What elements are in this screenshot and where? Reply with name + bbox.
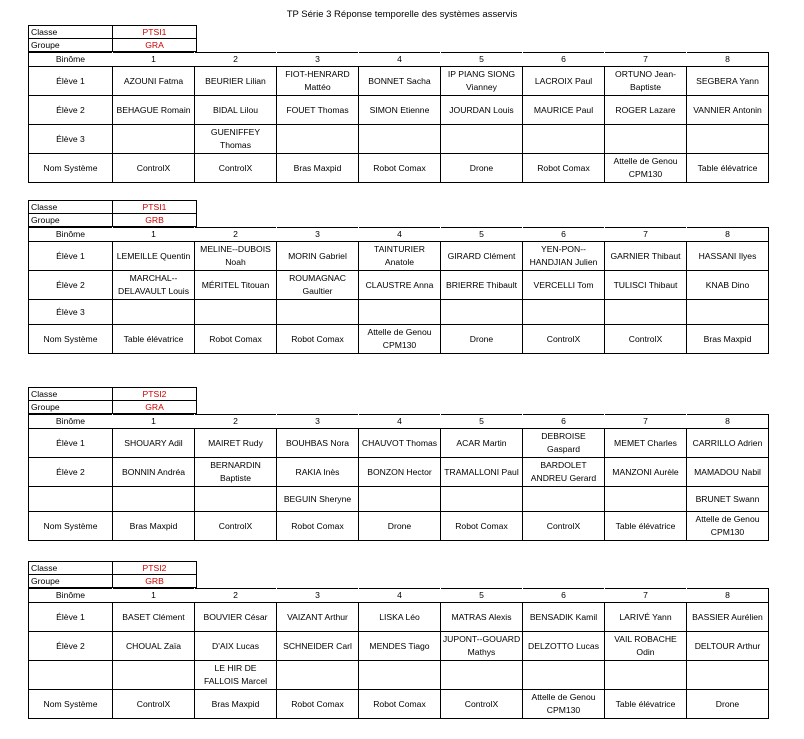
system-cell: ControlX [523,325,605,354]
student-cell: SIMON Etienne [359,96,441,125]
binome-number: 5 [441,415,523,429]
classe-value: PTSI1 [113,26,197,39]
system-cell: Table élévatrice [605,512,687,541]
student-cell: BASSIER Aurélien [687,603,769,632]
student-cell [441,125,523,154]
student-cell: BONNET Sacha [359,67,441,96]
student-cell: TULISCI Thibaut [605,271,687,300]
groupe-value: GRB [113,214,197,227]
system-cell: Table élévatrice [113,325,195,354]
binome-number: 8 [687,53,769,67]
groupe-value: GRB [113,575,197,588]
row-label: Élève 2 [29,458,113,487]
student-cell [687,300,769,325]
student-cell: MELINE--DUBOIS Noah [195,242,277,271]
student-cell: SEGBERA Yann [687,67,769,96]
row-label: Élève 2 [29,271,113,300]
table-row [29,67,769,96]
classe-value: PTSI2 [113,388,197,401]
binome-table [28,588,769,719]
binome-number: 3 [277,228,359,242]
system-cell: Table élévatrice [605,690,687,719]
row-label: Élève 1 [29,429,113,458]
system-cell: ControlX [441,690,523,719]
binome-number: 8 [687,228,769,242]
student-cell: ORTUNO Jean-Baptiste [605,67,687,96]
student-cell: IP PIANG SIONG Vianney [441,67,523,96]
student-cell: DEBROISE Gaspard [523,429,605,458]
student-cell [277,661,359,690]
student-cell: BENSADIK Kamil [523,603,605,632]
binome-number: 7 [605,53,687,67]
system-cell: Attelle de Genou CPM130 [687,512,769,541]
row-label: Nom Système [29,690,113,719]
student-cell: MATRAS Alexis [441,603,523,632]
binome-number: 1 [113,228,195,242]
student-cell: BOUHBAS Nora [277,429,359,458]
student-cell: TAINTURIER Anatole [359,242,441,271]
student-cell: GARNIER Thibaut [605,242,687,271]
groupe-label: Groupe [29,575,113,588]
student-cell [113,661,195,690]
header-row [29,228,769,242]
system-cell: Robot Comax [195,325,277,354]
student-cell [441,661,523,690]
student-cell: LISKA Léo [359,603,441,632]
row-label: Élève 1 [29,67,113,96]
student-cell [605,300,687,325]
system-cell: Robot Comax [277,690,359,719]
student-cell [195,300,277,325]
binome-number: 4 [359,53,441,67]
student-cell: YEN-PON--HANDJIAN Julien [523,242,605,271]
groupe-label: Groupe [29,39,113,52]
student-cell: ACAR Martin [441,429,523,458]
student-cell: ROGER Lazare [605,96,687,125]
binome-number: 3 [277,415,359,429]
table-row [29,512,769,541]
row-label: Élève 2 [29,96,113,125]
student-cell: BOUVIER César [195,603,277,632]
table-row [29,661,769,690]
student-cell: MAMADOU Nabil [687,458,769,487]
binome-number: 7 [605,415,687,429]
system-cell: ControlX [195,154,277,183]
system-cell: Robot Comax [441,512,523,541]
system-cell: Bras Maxpid [113,512,195,541]
row-label: Nom Système [29,325,113,354]
student-cell: BRUNET Swann [687,487,769,512]
table-row [29,125,769,154]
student-cell [277,300,359,325]
system-cell: Robot Comax [523,154,605,183]
system-cell: Drone [359,512,441,541]
student-cell: BERNARDIN Baptiste [195,458,277,487]
student-cell: VANNIER Antonin [687,96,769,125]
binome-number: 3 [277,53,359,67]
binome-table [28,414,769,541]
student-cell: VAIZANT Arthur [277,603,359,632]
table-row [29,96,769,125]
student-cell: LARIVÉ Yann [605,603,687,632]
binome-number: 6 [523,228,605,242]
binome-number: 6 [523,53,605,67]
table-row [29,690,769,719]
table-row [29,325,769,354]
student-cell: GUENIFFEY Thomas [195,125,277,154]
student-cell: BRIERRE Thibault [441,271,523,300]
student-cell: BEHAGUE Romain [113,96,195,125]
student-cell [523,125,605,154]
binome-number: 6 [523,415,605,429]
student-cell: SHOUARY Adil [113,429,195,458]
system-cell: ControlX [113,154,195,183]
student-cell [113,487,195,512]
row-label: Élève 1 [29,603,113,632]
binome-label: Binôme [29,228,113,242]
student-cell: DELTOUR Arthur [687,632,769,661]
system-cell: Drone [687,690,769,719]
student-cell: GIRARD Clément [441,242,523,271]
table-row [29,458,769,487]
classe-label: Classe [29,26,113,39]
student-cell: BIDAL Lilou [195,96,277,125]
student-cell: BONZON Hector [359,458,441,487]
header-row [29,415,769,429]
table-row [29,632,769,661]
student-cell: CHOUAL Zaïa [113,632,195,661]
student-cell: CHAUVOT Thomas [359,429,441,458]
student-cell [605,125,687,154]
system-cell: ControlX [605,325,687,354]
student-cell: VERCELLI Tom [523,271,605,300]
student-cell: RAKIA Inès [277,458,359,487]
binome-label: Binôme [29,589,113,603]
group-info-table [28,561,197,588]
binome-table [28,52,769,183]
student-cell: VAIL ROBACHE Odin [605,632,687,661]
system-cell: Bras Maxpid [687,325,769,354]
student-cell [359,125,441,154]
student-cell: BARDOLET ANDREU Gerard [523,458,605,487]
system-cell: Drone [441,325,523,354]
student-cell: CLAUSTRE Anna [359,271,441,300]
student-cell: TRAMALLONI Paul [441,458,523,487]
group-block [28,387,769,541]
student-cell: BEGUIN Sheryne [277,487,359,512]
header-row [29,589,769,603]
binome-number: 2 [195,589,277,603]
student-cell: KNAB Dino [687,271,769,300]
binome-number: 5 [441,589,523,603]
table-row [29,300,769,325]
student-cell: D'AIX Lucas [195,632,277,661]
student-cell [277,125,359,154]
classe-value: PTSI2 [113,562,197,575]
binome-number: 4 [359,589,441,603]
student-cell [359,300,441,325]
student-cell: MORIN Gabriel [277,242,359,271]
group-block [28,200,769,354]
groupe-label: Groupe [29,401,113,414]
header-row [29,53,769,67]
row-label: Élève 3 [29,300,113,325]
system-cell: Robot Comax [359,690,441,719]
binome-label: Binôme [29,53,113,67]
binome-number: 4 [359,415,441,429]
binome-number: 5 [441,53,523,67]
student-cell: DELZOTTO Lucas [523,632,605,661]
student-cell [359,487,441,512]
row-label: Nom Système [29,512,113,541]
student-cell: LACROIX Paul [523,67,605,96]
system-cell: ControlX [523,512,605,541]
group-info-table [28,200,197,227]
system-cell: Drone [441,154,523,183]
group-info-table [28,25,197,52]
student-cell [195,487,277,512]
student-cell: MÉRITEL Titouan [195,271,277,300]
classe-label: Classe [29,201,113,214]
binome-number: 7 [605,228,687,242]
row-label: Élève 3 [29,125,113,154]
student-cell: MANZONI Aurèle [605,458,687,487]
student-cell [687,125,769,154]
binome-number: 7 [605,589,687,603]
binome-number: 2 [195,228,277,242]
student-cell: MARCHAL--DELAVAULT Louis [113,271,195,300]
table-row [29,603,769,632]
binome-number: 2 [195,415,277,429]
binome-number: 1 [113,589,195,603]
groupe-value: GRA [113,39,197,52]
system-cell: Bras Maxpid [277,154,359,183]
row-label [29,661,113,690]
binome-number: 3 [277,589,359,603]
student-cell [605,487,687,512]
groupe-value: GRA [113,401,197,414]
system-cell: Table élévatrice [687,154,769,183]
group-block [28,561,769,719]
binome-number: 5 [441,228,523,242]
student-cell [523,487,605,512]
student-cell: MEMET Charles [605,429,687,458]
student-cell: BONNIN Andréa [113,458,195,487]
student-cell: MAIRET Rudy [195,429,277,458]
student-cell: SCHNEIDER Carl [277,632,359,661]
binome-table [28,227,769,354]
student-cell [113,125,195,154]
binome-number: 8 [687,415,769,429]
student-cell: LEMEILLE Quentin [113,242,195,271]
page-title: TP Série 3 Réponse temporelle des systèmes asservis [286,9,518,20]
student-cell: BEURIER Lilian [195,67,277,96]
student-cell: JOURDAN Louis [441,96,523,125]
binome-number: 8 [687,589,769,603]
student-cell: MAURICE Paul [523,96,605,125]
student-cell [523,661,605,690]
row-label: Élève 1 [29,242,113,271]
student-cell: FOUET Thomas [277,96,359,125]
binome-number: 2 [195,53,277,67]
system-cell: Robot Comax [277,325,359,354]
classe-value: PTSI1 [113,201,197,214]
system-cell: ControlX [195,512,277,541]
row-label: Nom Système [29,154,113,183]
system-cell: Attelle de Genou CPM130 [523,690,605,719]
student-cell [113,300,195,325]
row-label: Élève 2 [29,632,113,661]
binome-number: 4 [359,228,441,242]
table-row [29,242,769,271]
groupe-label: Groupe [29,214,113,227]
group-info-table [28,387,197,414]
student-cell [359,661,441,690]
system-cell: Attelle de Genou CPM130 [605,154,687,183]
student-cell: JUPONT--GOUARD Mathys [441,632,523,661]
student-cell [441,300,523,325]
student-cell: CARRILLO Adrien [687,429,769,458]
system-cell: Robot Comax [359,154,441,183]
student-cell [687,661,769,690]
student-cell [605,661,687,690]
row-label [29,487,113,512]
system-cell: Attelle de Genou CPM130 [359,325,441,354]
system-cell: Bras Maxpid [195,690,277,719]
binome-label: Binôme [29,415,113,429]
student-cell: LE HIR DE FALLOIS Marcel [195,661,277,690]
binome-number: 6 [523,589,605,603]
table-row [29,271,769,300]
group-block [28,25,769,183]
binome-number: 1 [113,415,195,429]
student-cell: MENDES Tiago [359,632,441,661]
student-cell [523,300,605,325]
student-cell [441,487,523,512]
classe-label: Classe [29,388,113,401]
student-cell: BASET Clément [113,603,195,632]
system-cell: Robot Comax [277,512,359,541]
system-cell: ControlX [113,690,195,719]
table-row [29,487,769,512]
student-cell: ROUMAGNAC Gaultier [277,271,359,300]
binome-number: 1 [113,53,195,67]
classe-label: Classe [29,562,113,575]
student-cell: FIOT-HENRARD Mattéo [277,67,359,96]
table-row [29,429,769,458]
student-cell: HASSANI Ilyes [687,242,769,271]
table-row [29,154,769,183]
student-cell: AZOUNI Fatma [113,67,195,96]
